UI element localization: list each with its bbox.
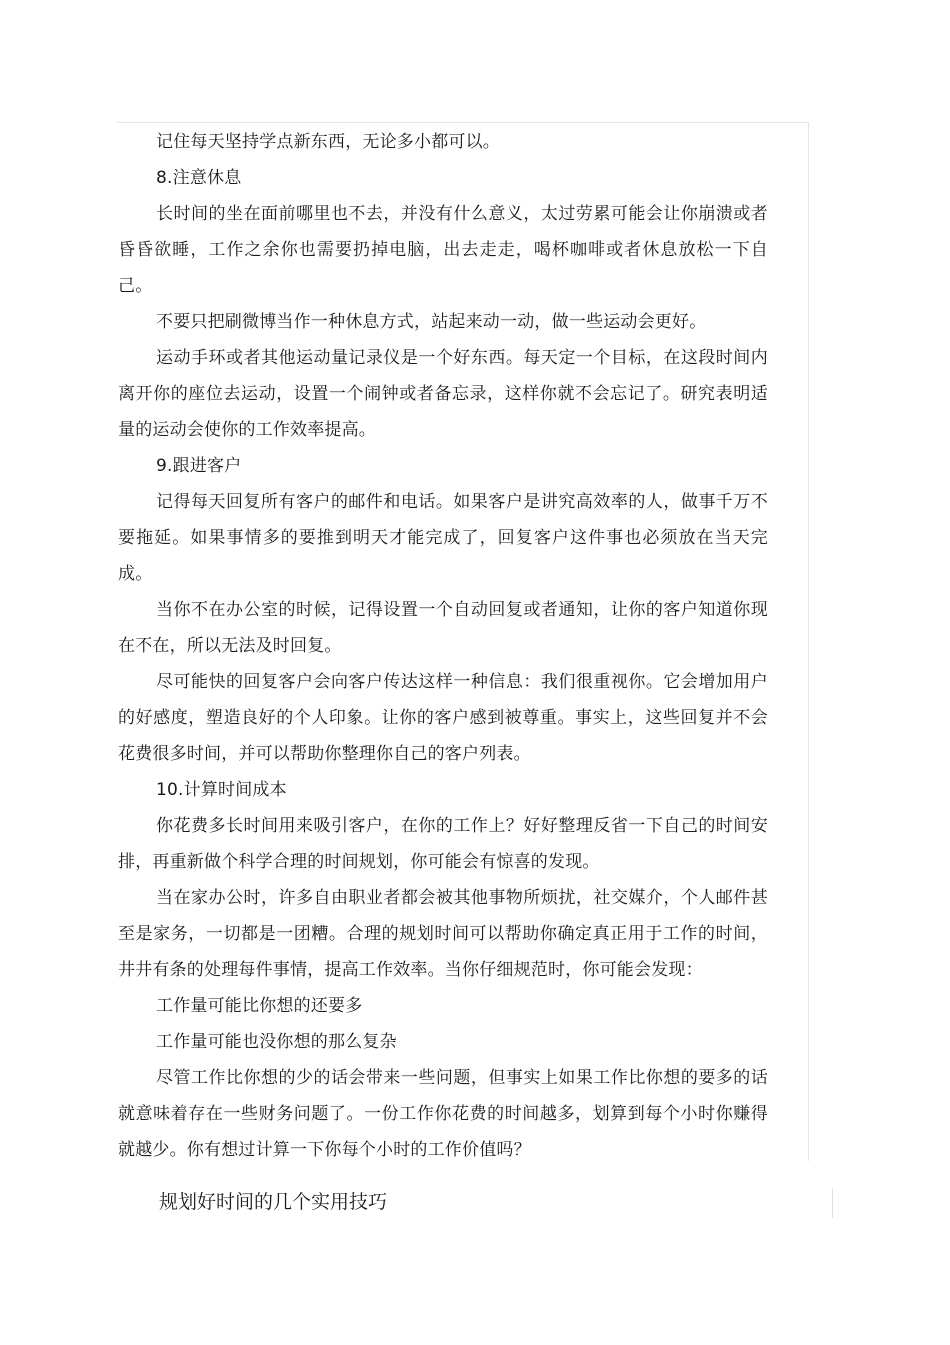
paragraph-clients-2: 当你不在办公室的时候，记得设置一个自动回复或者通知，让你的客户知道你现在不在，所以无法及时回复。 — [118, 600, 768, 656]
paragraph-workload-more: 工作量可能比你想的还要多 — [156, 996, 363, 1016]
paragraph-rest-1: 长时间的坐在面前哪里也不去，并没有什么意义，太过劳累可能会让你崩溃或者昏昏欲睡，工作之余你也需要扔掉电脑，出去走走，喝杯咖啡或者休息放松一下自己。 — [118, 204, 768, 296]
footer-divider — [832, 1188, 833, 1218]
paragraph-clients-1: 记得每天回复所有客户的邮件和电话。如果客户是讲究高效率的人，做事千万不要拖延。如果事情多的要推到明天才能完成了，回复客户这件事也必须放在当天完成。 — [118, 492, 768, 584]
section-heading-rest: 8.注意休息 — [156, 168, 242, 188]
paragraph-workload-simple: 工作量可能也没你想的那么复杂 — [156, 1032, 397, 1052]
paragraph-daily-learning: 记住每天坚持学点新东西，无论多小都可以。 — [156, 132, 500, 152]
paragraph-rest-2: 不要只把刷微博当作一种休息方式，站起来动一动，做一些运动会更好。 — [156, 312, 707, 332]
footer-title: 规划好时间的几个实用技巧 — [159, 1191, 388, 1213]
paragraph-clients-3: 尽可能快的回复客户会向客户传达这样一种信息：我们很重视你。它会增加用户的好感度，塑造良好的个人印象。让你的客户感到被尊重。事实上，这些回复并不会花费很多时间，并可以帮助你整理你自己的客户列表。 — [118, 672, 768, 764]
paragraph-rest-3: 运动手环或者其他运动量记录仪是一个好东西。每天定一个目标，在这段时间内离开你的座位去运动，设置一个闹钟或者备忘录，这样你就不会忘记了。研究表明适量的运动会使你的工作效率提高。 — [118, 348, 768, 440]
paragraph-time-cost-3: 尽管工作比你想的少的话会带来一些问题，但事实上如果工作比你想的要多的话就意味着存在一些财务问题了。一份工作你花费的时间越多，划算到每个小时你赚得就越少。你有想过计算一下你每个小时的工作价值吗？ — [118, 1068, 768, 1160]
paragraph-time-cost-1: 你花费多长时间用来吸引客户，在你的工作上？好好整理反省一下自己的时间安排，再重新做个科学合理的时间规划，你可能会有惊喜的发现。 — [118, 816, 768, 872]
paragraph-time-cost-2: 当在家办公时，许多自由职业者都会被其他事物所烦扰，社交媒介，个人邮件甚至是家务，一切都是一团糟。合理的规划时间可以帮助你确定真正用于工作的时间，井井有条的处理每件事情，提高工作效率。当你仔细规范时，你可能会发现： — [118, 888, 768, 980]
section-heading-time-cost: 10.计算时间成本 — [156, 780, 287, 800]
section-heading-clients: 9.跟进客户 — [156, 456, 242, 476]
article-body — [118, 124, 768, 1168]
